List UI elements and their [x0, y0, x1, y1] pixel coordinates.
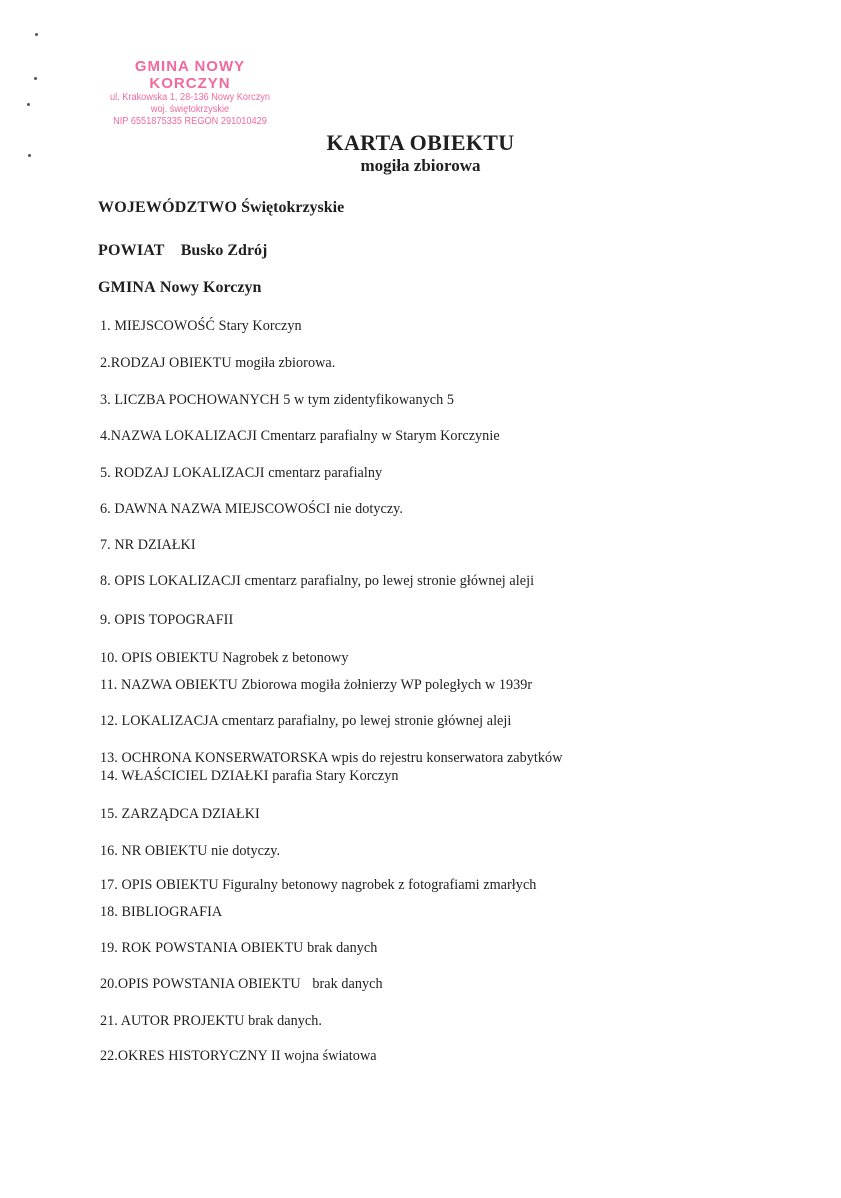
header-voivodeship [98, 199, 344, 217]
header-value: Nowy Korczyn [159, 279, 262, 296]
header-label: POWIAT [98, 242, 165, 259]
document-title: KARTA OBIEKTU [326, 130, 515, 155]
header-value: Świętokrzyskie [241, 199, 345, 216]
field-buried-count [100, 392, 454, 409]
field-label: 13. OCHRONA KONSERWATORSKA [100, 750, 328, 766]
field-value: brak danych [312, 976, 383, 992]
field-value: Nagrobek z betonowy [222, 650, 349, 666]
field-value: cmentarz parafialny, po lewej stronie głównej aleji [244, 573, 535, 589]
field-value: mogiła zbiorowa. [235, 355, 336, 371]
field-historical-period [100, 1048, 377, 1065]
field-creation-description [100, 976, 383, 993]
field-label: 8. OPIS LOKALIZACJI [100, 573, 241, 589]
field-label: 15. ZARZĄDCA DZIAŁKI [100, 806, 260, 822]
field-label: 20.OPIS POWSTANIA OBIEKTU [100, 976, 301, 992]
field-object-name [100, 677, 532, 694]
field-label: 4.NAZWA LOKALIZACJI [100, 428, 257, 444]
field-bibliography [100, 904, 222, 921]
field-project-author [100, 1013, 322, 1030]
field-topography [100, 612, 233, 629]
field-locality [100, 318, 302, 335]
field-label: 9. OPIS TOPOGRAFII [100, 612, 234, 628]
municipality-stamp [92, 58, 288, 128]
field-value: brak danych [307, 940, 378, 956]
field-value: brak danych. [248, 1013, 322, 1029]
field-value: Zbiorowa mogiła żołnierzy WP poległych w 1939r [241, 677, 533, 693]
field-label: 18. BIBLIOGRAFIA [100, 904, 223, 920]
field-location-description [100, 573, 534, 590]
field-value: wpis do rejestru konserwatora zabytków [331, 750, 563, 766]
field-label: 1. MIEJSCOWOŚĆ [100, 318, 216, 334]
header-value: Busko Zdrój [180, 242, 268, 259]
field-label: 16. NR OBIEKTU [100, 843, 208, 859]
field-label: 5. RODZAJ LOKALIZACJI [100, 465, 265, 481]
field-location-type [100, 465, 382, 482]
field-location-name [100, 428, 500, 445]
field-former-name [100, 501, 403, 518]
header-county [98, 242, 267, 260]
stamp-region: woj. świętokrzyskie [150, 104, 230, 115]
field-label: 21. AUTOR PROJEKTU [100, 1013, 245, 1029]
field-conservation [100, 750, 563, 767]
field-value: nie dotyczy. [333, 501, 403, 517]
field-label: 6. DAWNA NAZWA MIEJSCOWOŚCI [100, 501, 331, 517]
field-label: 14. WŁAŚCICIEL DZIAŁKI [100, 768, 269, 784]
field-value: nie dotyczy. [211, 843, 281, 859]
field-value: parafia Stary Korczyn [272, 768, 399, 784]
document-subtitle: mogiła zbiorowa [360, 156, 481, 175]
field-plot-owner [100, 768, 399, 785]
field-label: 10. OPIS OBIEKTU [100, 650, 219, 666]
field-object-number [100, 843, 280, 860]
field-object-type [100, 355, 335, 372]
field-creation-year [100, 940, 377, 957]
field-label: 3. LICZBA POCHOWANYCH [100, 392, 280, 408]
field-label: 12. LOKALIZACJA [100, 713, 219, 729]
field-value: Cmentarz parafialny w Starym Korczynie [260, 428, 500, 444]
field-value: cmentarz parafialny [268, 465, 383, 481]
field-label: 7. NR DZIAŁKI [100, 537, 196, 553]
scan-speck [27, 103, 30, 106]
field-object-description-2 [100, 877, 536, 894]
field-localization [100, 713, 511, 730]
stamp-ids: NIP 6551875335 REGON 291010429 [113, 116, 267, 127]
scan-speck [34, 77, 37, 80]
field-value: 5 w tym zidentyfikowanych 5 [283, 392, 454, 408]
header-commune [98, 279, 261, 297]
field-plot-manager [100, 806, 260, 823]
field-label: 19. ROK POWSTANIA OBIEKTU [100, 940, 304, 956]
stamp-name: GMINA NOWY KORCZYN [134, 58, 246, 92]
field-label: 11. NAZWA OBIEKTU [100, 677, 238, 693]
field-value: Stary Korczyn [218, 318, 302, 334]
field-value: II wojna światowa [270, 1048, 377, 1064]
field-label: 17. OPIS OBIEKTU [100, 877, 219, 893]
header-label: WOJEWÓDZTWO [98, 199, 238, 216]
header-label: GMINA [98, 279, 156, 296]
field-value: cmentarz parafialny, po lewej stronie głównej aleji [221, 713, 512, 729]
field-plot-number [100, 537, 196, 554]
scan-speck [35, 33, 38, 36]
field-label: 2.RODZAJ OBIEKTU [100, 355, 232, 371]
stamp-address: ul. Krakowska 1, 28-136 Nowy Korczyn [109, 92, 271, 103]
field-label: 22.OKRES HISTORYCZNY [100, 1048, 268, 1064]
field-object-description [100, 650, 348, 667]
field-value: Figuralny betonowy nagrobek z fotografiami zmarłych [222, 877, 537, 893]
